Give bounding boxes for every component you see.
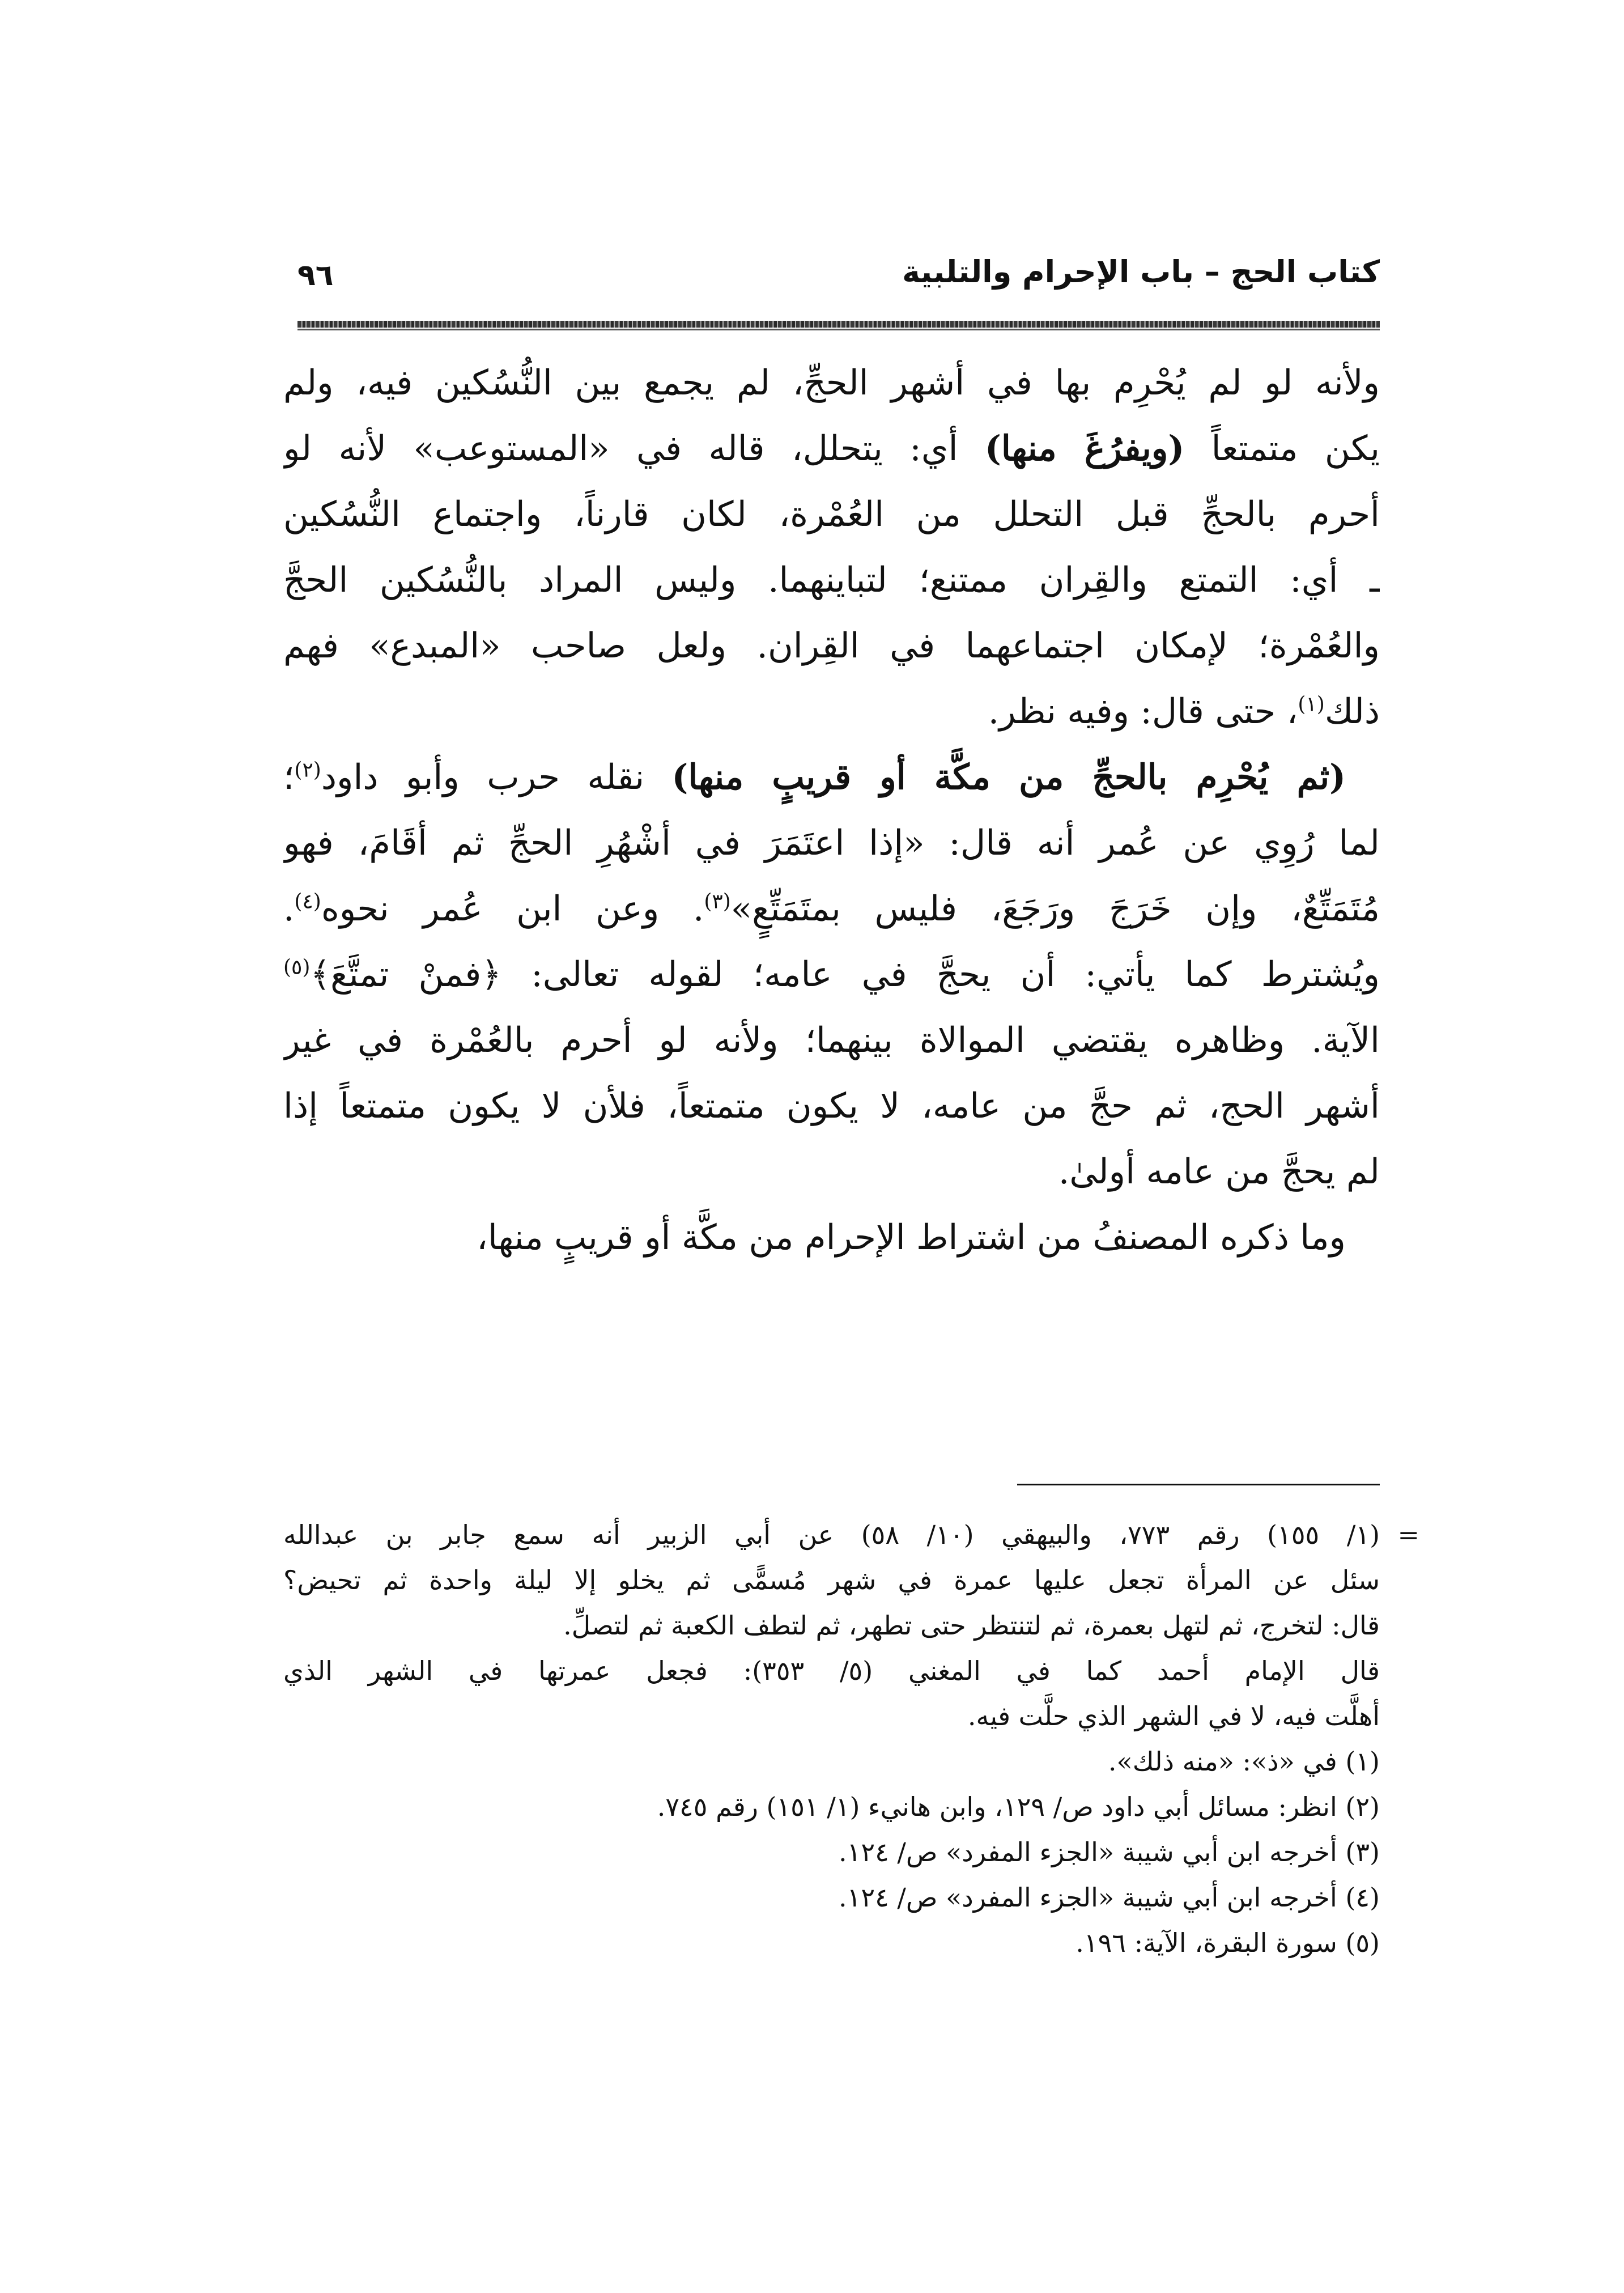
text-line: لم يحجَّ من عامه أولىٰ. <box>1058 1152 1380 1192</box>
text-line: يكن متمتعاً (ويفرُغَ منها) أي: يتحلل، قاله في «المستوعب» لأنه لو <box>283 428 1380 469</box>
footnotes <box>283 1512 1419 1965</box>
footnote-line: قال: لتخرج، ثم لتهل بعمرة، ثم لتنتظر حتى تطهر، ثم لتطف الكعبة ثم لتصلِّ. <box>563 1610 1380 1641</box>
matn-quote: (ثم يُحْرِم بالحجِّ من مكَّة أو قريبٍ منها) <box>671 757 1346 797</box>
header-divider <box>297 321 1380 328</box>
text-line: ذلك$^{(١)}$، حتى قال: وفيه نظر. <box>988 691 1380 732</box>
running-header <box>297 249 1380 300</box>
text-line: أشهر الحج، ثم حجَّ من عامه، لا يكون متمتعاً، فلأن لا يكون متمتعاً إذا <box>283 1086 1380 1126</box>
footnote-line: سئل عن المرأة تجعل عليها عمرة في شهر مُسمًّى ثم يخلو إلا ليلة واحدة ثم تحيض؟ <box>283 1565 1380 1595</box>
text-line: وما ذكره المصنفُ من اشتراط الإحرام من مكَّة أو قريبٍ منها، <box>477 1217 1346 1258</box>
chapter-title: كتاب الحج – باب الإحرام والتلبية <box>902 254 1380 290</box>
footnote-divider <box>1017 1484 1380 1485</box>
text-line: (ثم يُحْرِم بالحجِّ من مكَّة أو قريبٍ منها) نقله حرب وأبو داود$^{(٢)}$؛ <box>283 757 1346 797</box>
text-line: الآية. وظاهره يقتضي الموالاة بينهما؛ ولأنه لو أحرم بالعُمْرة في غير <box>283 1020 1380 1060</box>
main-text <box>283 350 1380 1271</box>
footnote-item: (٥) سورة البقرة، الآية: ١٩٦. <box>1075 1927 1380 1958</box>
text-line: والعُمْرة؛ لإمكان اجتماعهما في القِران. ولعل صاحب «المبدع» فهم <box>283 626 1380 666</box>
footnote-ref: (٥) <box>283 956 311 979</box>
footnote-line: أهلَّت فيه، لا في الشهر الذي حلَّت فيه. <box>967 1701 1380 1731</box>
footnote-ref: (١) <box>1298 693 1325 716</box>
page-number: ٩٦ <box>297 258 334 292</box>
footnote-line: قال الإمام أحمد كما في المغني (٥/ ٣٥٣): فجعل عمرتها في الشهر الذي <box>283 1655 1380 1686</box>
footnote-continuation <box>283 1512 1419 1739</box>
text-line: ـ أي: التمتع والقِران ممتنع؛ لتباينهما. وليس المراد بالنُّسُكين الحجَّ <box>283 560 1380 600</box>
footnote-item: (٤) أخرجه ابن أبي شيبة «الجزء المفرد» ص/ ١٢٤. <box>839 1882 1380 1913</box>
footnote-item: (١) في «ذ»: «منه ذلك». <box>1108 1746 1380 1777</box>
footnote-ref: (٤) <box>294 890 321 914</box>
text-line: لما رُوِي عن عُمر أنه قال: «إذا اعتَمَرَ في أشْهُرِ الحجِّ ثم أقَامَ، فهو <box>283 823 1380 863</box>
continuation-mark: = <box>1397 1519 1419 1550</box>
footnote-line: (١/ ١٥٥) رقم ٧٧٣، والبيهقي (١٠/ ٥٨) عن أبي الزبير أنه سمع جابر بن عبدالله <box>283 1519 1380 1550</box>
footnote-ref: (٢) <box>294 758 321 782</box>
text-line: مُتَمَتِّعٌ، وإن خَرَجَ ورَجَعَ، فليس بمتَمَتِّعٍ»$^{(٣)}$. وعن ابن عُمر نحوه$^{(٤)}$. <box>283 889 1380 929</box>
footnote-item: (٣) أخرجه ابن أبي شيبة «الجزء المفرد» ص/ ١٢٤. <box>839 1837 1380 1867</box>
text-line: أحرم بالحجِّ قبل التحلل من العُمْرة، لكان قارناً، واجتماع النُّسُكين <box>283 494 1380 534</box>
footnote-item: (٢) انظر: مسائل أبي داود ص/ ١٢٩، وابن هانيء (١/ ١٥١) رقم ٧٤٥. <box>657 1791 1380 1822</box>
text-line: ولأنه لو لم يُحْرِم بها في أشهر الحجِّ، لم يجمع بين النُّسُكين فيه، ولم <box>283 363 1380 403</box>
footnote-ref: (٣) <box>704 890 731 914</box>
text-line: ويُشترط كما يأتي: أن يحجَّ في عامه؛ لقوله تعالى: ﴿فمنْ تمتَّعَ﴾$^{(٥)}$ <box>283 954 1380 995</box>
matn-quote: (ويفرُغَ منها) <box>985 428 1185 469</box>
